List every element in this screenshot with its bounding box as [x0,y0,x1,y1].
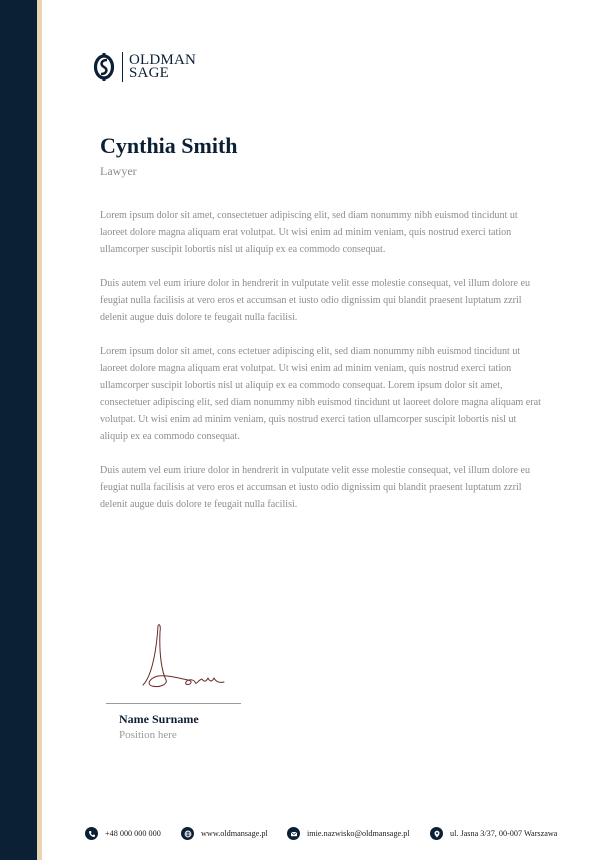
sidebar-accent-stripe [37,0,42,860]
signature-line [106,703,241,704]
mail-icon [287,827,300,840]
signature-name: Name Surname [119,712,199,726]
footer-phone-text: +48 000 000 000 [105,829,161,838]
footer-website-link[interactable]: www.oldmansage.pl [201,829,268,838]
globe-icon [181,827,194,840]
logo-line-1: OLDMAN [129,52,197,68]
person-name: Cynthia Smith [100,133,238,158]
company-logo [93,52,196,82]
footer-address [430,827,557,840]
letter-body [100,207,545,530]
logo-wordmark [129,54,196,80]
person-role: Lawyer [100,164,137,178]
paragraph-2: Duis autem vel eum iriure dolor in hendrerit in vulputate velit esse molestie consequat, vel illum dolore eu feugiat nulla facilisis at vero eros et accumsan et iusto odio dignissim qui blandit praesent luptatum zzril delenit augue duis dolore te feugait nulla facilisi. [100,278,530,323]
logo-divider [122,52,123,82]
footer-address-text: ul. Jasna 3/37, 00-007 Warszawa [450,829,558,838]
location-pin-icon [430,827,443,840]
contact-footer [0,827,613,843]
footer-email[interactable] [287,827,410,840]
paragraph-4: Duis autem vel eum iriure dolor in hendrerit in vulputate velit esse molestie consequat, vel illum dolore eu feugiat nulla facilisis at vero eros et accumsan et iusto odio dignissim qui blandit praesent luptatum zzril delenit augue duis dolore te feugait nulla facilisi. [100,465,530,510]
logo-line-2: SAGE [129,65,169,81]
footer-website[interactable] [181,827,268,840]
signature-position: Position here [119,729,177,741]
paragraph-3: Lorem ipsum dolor sit amet, cons ectetuer adipiscing elit, sed diam nonummy nibh euismod tincidunt ut laoreet dolore magna aliquam erat volutpat. Ut wisi enim ad minim veniam, quis nostrud exerci tation ullamcorper suscipit lobortis nisl ut aliquip ex ea commodo consequat. Lorem ipsum dolor sit amet, consectetuer adipiscing elit, sed diam nonummy nibh euismod tincidunt ut laoreet dolore magna aliquam erat volutpat. Ut wisi enim ad minim veniam, quis nostrud exerci tation ullamcorper suscipit lobortis nisl ut aliquip ex ea commodo consequat. [100,346,541,442]
logo-mark-icon [93,52,115,82]
phone-icon [85,827,98,840]
footer-email-link[interactable]: imie.nazwisko@oldmansage.pl [307,829,410,838]
sidebar-band [0,0,37,860]
paragraph-1: Lorem ipsum dolor sit amet, consectetuer adipiscing elit, sed diam nonummy nibh euismod tincidunt ut laoreet dolore magna aliquam erat volutpat. Ut wisi enim ad minim veniam, quis nostrud exerci tation ullamcorper suscipit lobortis nisl ut aliquip ex ea commodo consequat. [100,210,518,255]
footer-phone [85,827,161,840]
handwritten-signature [138,620,230,692]
